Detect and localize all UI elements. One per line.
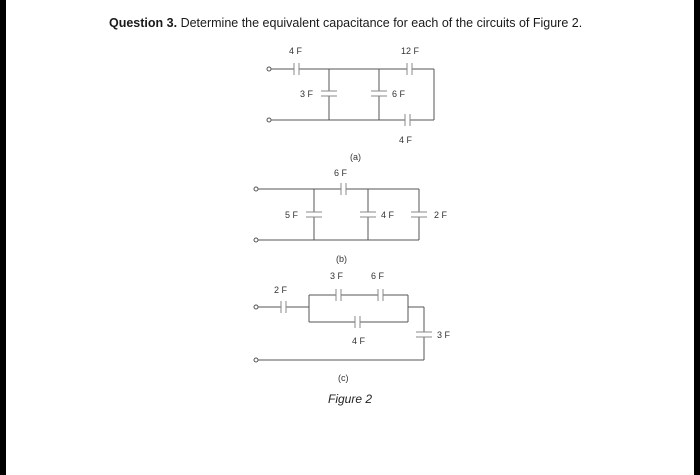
label-6f: 6 F	[392, 89, 406, 99]
label-4f: 4 F	[352, 336, 366, 346]
label-4f-top: 4 F	[289, 46, 303, 56]
label-12f: 12 F	[401, 46, 420, 56]
label-5f: 5 F	[285, 210, 299, 220]
label-2f: 2 F	[274, 285, 288, 295]
figure-label: Figure 2	[328, 392, 373, 406]
capacitor-4f	[355, 316, 360, 328]
terminal	[254, 358, 258, 362]
capacitor-2f	[411, 212, 427, 217]
capacitor-2f	[281, 301, 286, 313]
question-number: Question 3.	[109, 16, 178, 30]
circuit-a	[267, 62, 434, 127]
capacitor-4f-top	[294, 63, 299, 75]
capacitor-4f-bottom	[405, 113, 410, 127]
caption-a: (a)	[350, 152, 361, 162]
label-6f: 6 F	[334, 168, 348, 178]
caption-b: (b)	[336, 254, 347, 264]
terminal	[254, 187, 258, 191]
label-3f-right: 3 F	[437, 330, 451, 340]
terminal	[267, 67, 271, 71]
capacitor-5f	[306, 212, 322, 217]
terminal	[254, 305, 258, 309]
label-3f-top: 3 F	[330, 271, 344, 281]
capacitor-6f	[341, 183, 346, 195]
capacitor-4f	[360, 212, 376, 217]
label-4f: 4 F	[381, 210, 395, 220]
question-body: Determine the equivalent capacitance for each of the circuits of Figure 2.	[180, 16, 583, 30]
capacitor-3f-right	[416, 332, 432, 337]
terminal	[254, 238, 258, 242]
terminal	[267, 118, 271, 122]
circuit-b	[254, 183, 427, 242]
capacitor-6f	[371, 91, 387, 96]
label-6f: 6 F	[371, 271, 385, 281]
capacitor-3f-top	[336, 289, 341, 301]
circuit-c	[254, 289, 432, 362]
capacitor-3f	[321, 91, 337, 96]
capacitor-12f	[407, 62, 412, 76]
caption-c: (c)	[338, 373, 349, 383]
label-2f: 2 F	[434, 210, 448, 220]
label-3f: 3 F	[300, 89, 314, 99]
capacitor-6f	[378, 289, 383, 301]
label-4f-bottom: 4 F	[399, 135, 413, 145]
